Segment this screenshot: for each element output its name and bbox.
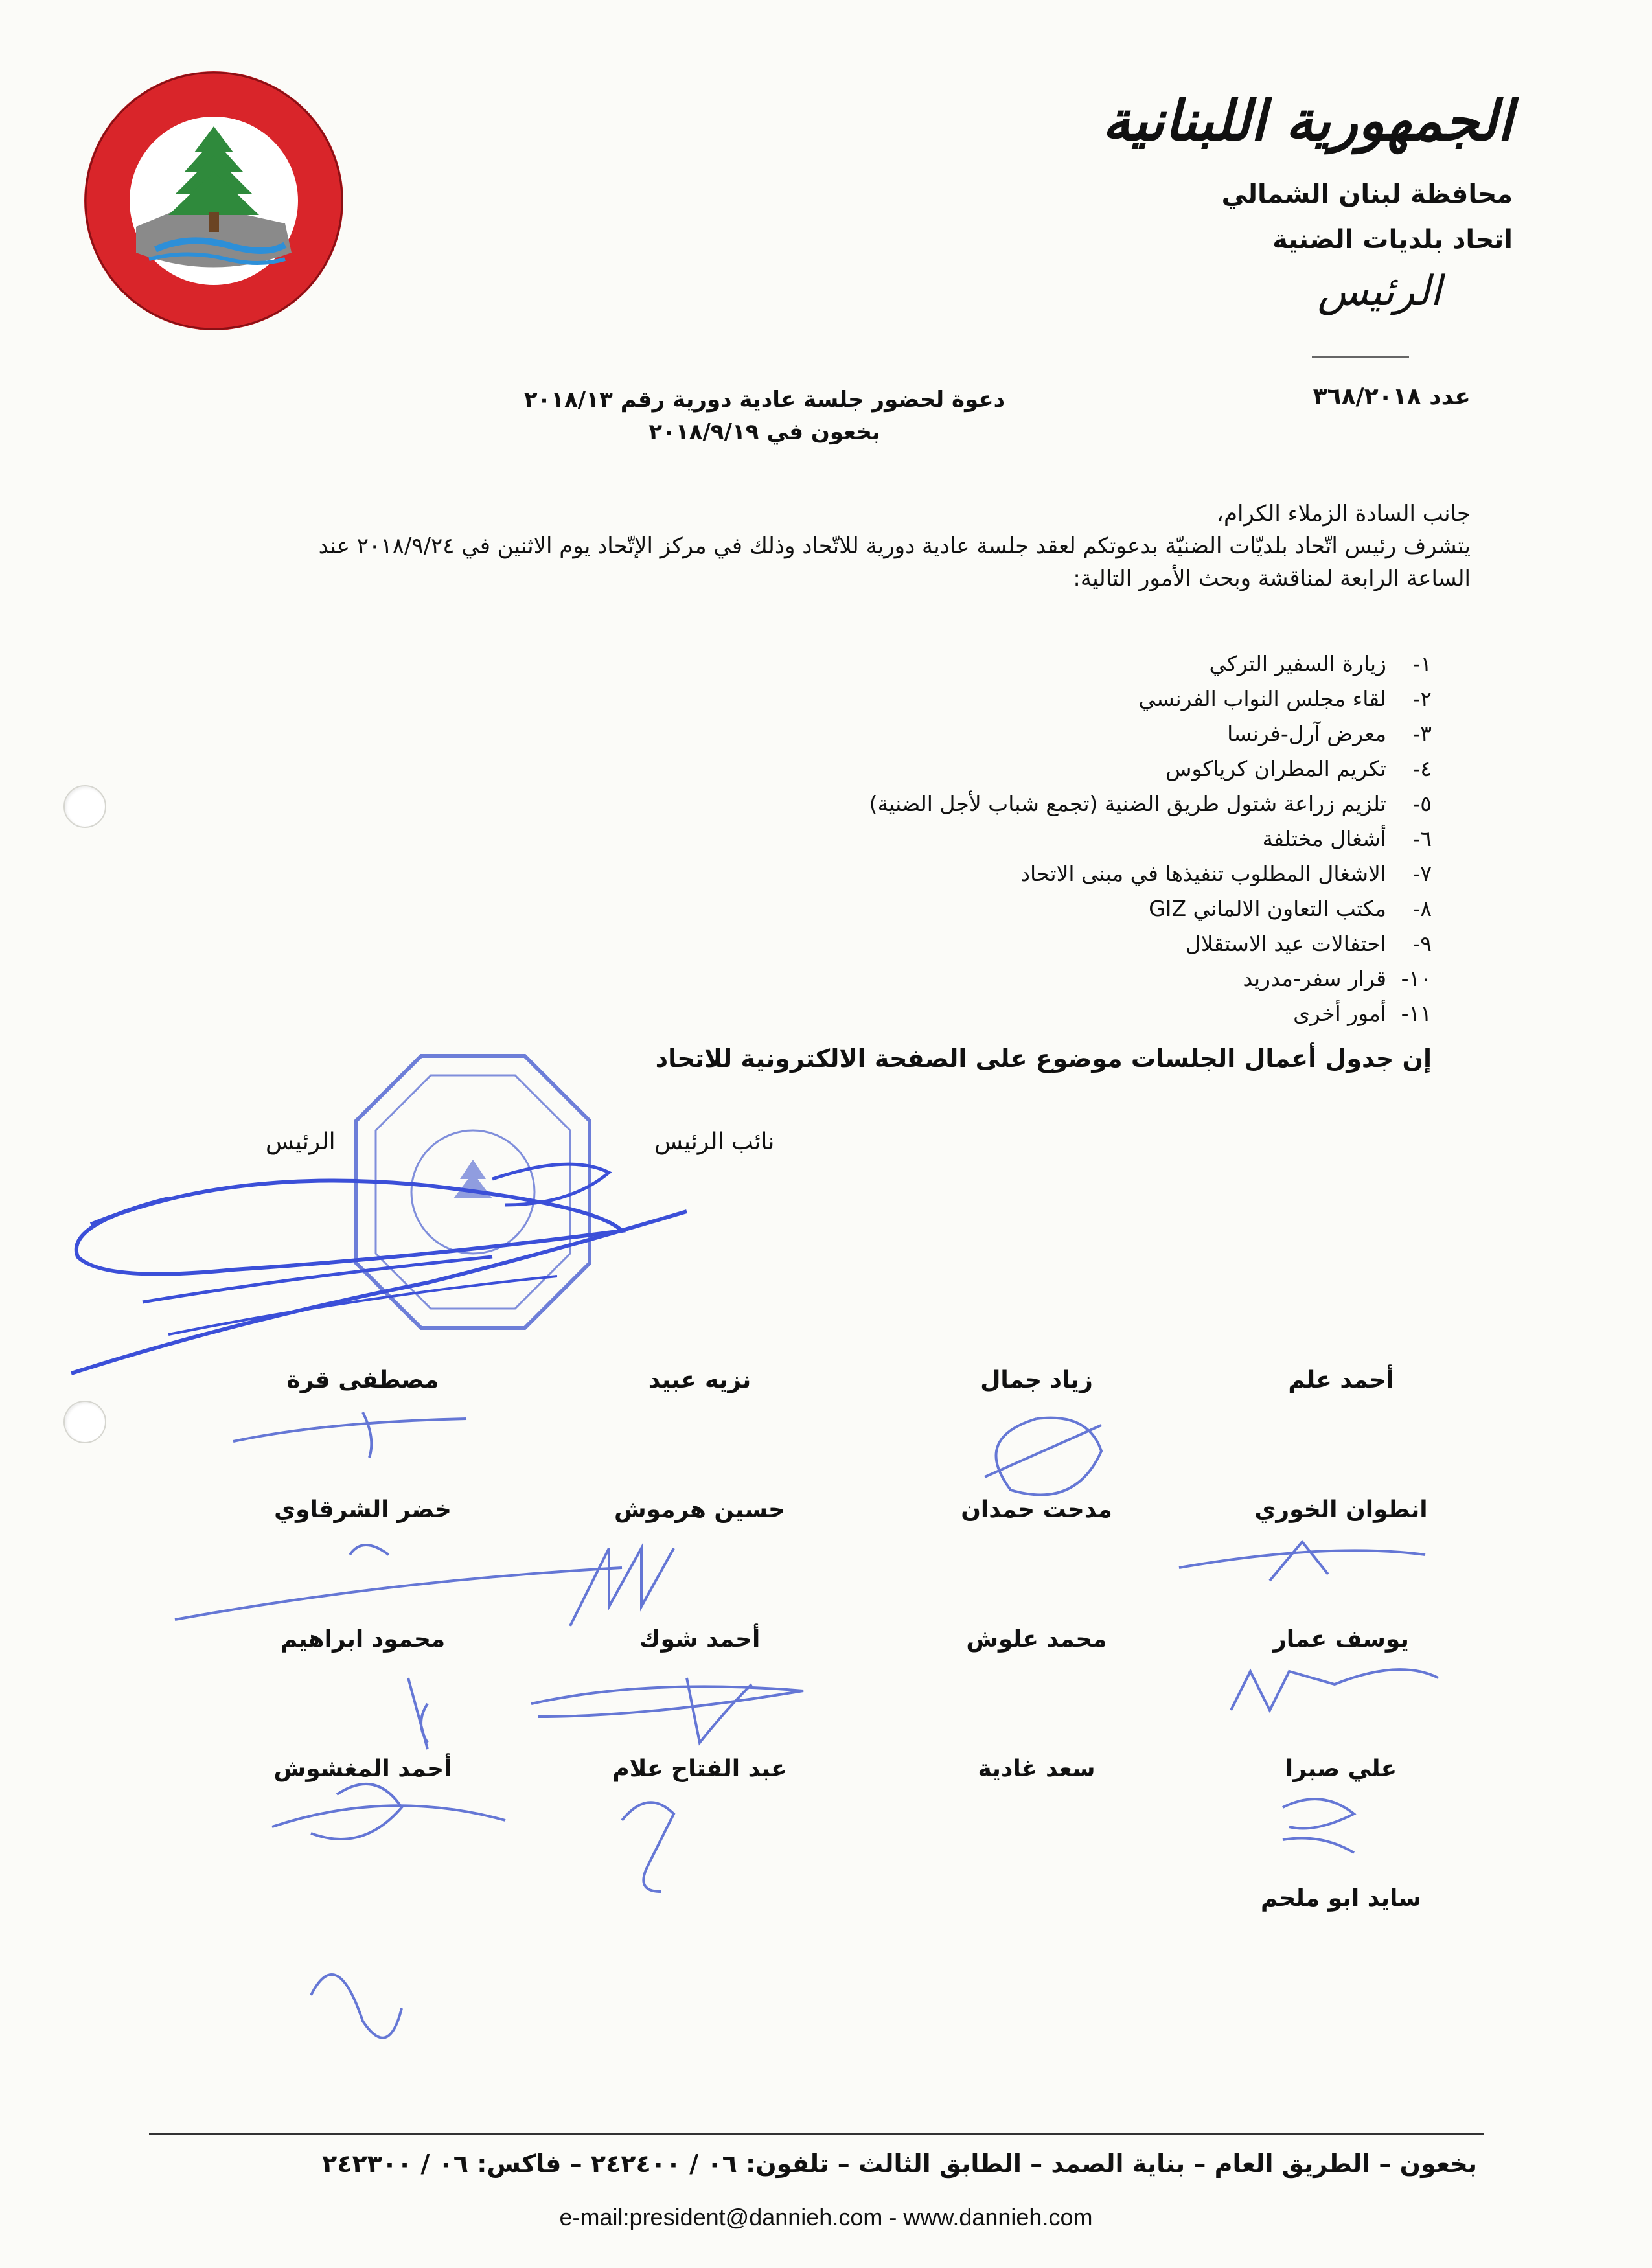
agenda-item: ٨-مكتب التعاون الالماني GIZ — [1149, 896, 1432, 921]
agenda-item: ٥-تلزيم زراعة شتول طريق الضنية (تجمع شباب لأجل الضنية) — [869, 791, 1432, 816]
member-name: زياد جمال — [980, 1367, 1093, 1393]
member-name: مدحت حمدان — [961, 1496, 1112, 1523]
member-name: يوسف عمار — [1273, 1626, 1409, 1653]
member-name: خضر الشرقاوي — [274, 1496, 452, 1523]
president-title: الرئيس — [1317, 267, 1441, 315]
vice-president-label: نائب الرئيس — [654, 1128, 775, 1155]
agenda-item: ٢-لقاء مجلس النواب الفرنسي — [1138, 686, 1432, 711]
reference-number: عدد ٣٦٨/٢٠١٨ — [1313, 384, 1471, 410]
member-name: محمد علوش — [966, 1626, 1107, 1653]
subject-line-2: بخعون في ٢٠١٨/٩/١٩ — [648, 419, 880, 445]
agenda-item: ٧-الاشغال المطلوب تنفيذها في مبنى الاتحاد — [1020, 861, 1432, 886]
governorate-name: محافظة لبنان الشمالي — [1221, 179, 1513, 209]
member-name: مصطفى قرة — [286, 1367, 439, 1393]
paragraph-line-1: يتشرف رئيس اتّحاد بلديّات الضنيّة بدعوتكم لعقد جلسة عادية دورية للاتّحاد وذلك في مركز الإتّحاد يوم الاثنين في ٢٠١٨/٩/٢٤ عند — [318, 533, 1471, 559]
paragraph-line-2: الساعة الرابعة لمناقشة وبحث الأمور التالية: — [1073, 566, 1471, 591]
subject-line-1: دعوة لحضور جلسة عادية دورية رقم ٢٠١٨/١٣ — [523, 387, 1005, 413]
union-name: اتحاد بلديات الضنية — [1272, 224, 1513, 255]
republic-title: الجمهورية اللبنانية — [1102, 88, 1513, 154]
member-name: سعد غادية — [978, 1756, 1096, 1782]
agenda-note: إن جدول أعمال الجلسات موضوع على الصفحة الالكترونية للاتحاد — [655, 1044, 1432, 1073]
agenda-item: ١-زيارة السفير التركي — [1209, 651, 1432, 676]
agenda-item: ٣-معرض آرل-فرنسا — [1227, 721, 1432, 746]
member-name: عبد الفتاح علام — [612, 1756, 787, 1782]
member-name: انطوان الخوري — [1254, 1496, 1428, 1523]
member-name: أحمد علم — [1288, 1367, 1394, 1393]
member-name: علي صبرا — [1285, 1756, 1397, 1782]
footer-address: بخعون – الطريق العام – بناية الصمد – الطابق الثالث – تلفون: ٠٦ / ٢٤٢٤٠٠ – فاكس: ٠٦ / ٢٤٢٣٠٠ — [322, 2149, 1477, 2178]
footer-contact: e-mail:president@dannieh.com - www.dannieh.com — [559, 2204, 1093, 2230]
agenda-item: ٤-تكريم المطران كرياكوس — [1165, 756, 1432, 781]
agenda-item: ٩-احتفالات عيد الاستقلال — [1185, 931, 1432, 956]
member-name: أحمد المغشوش — [273, 1756, 452, 1782]
agenda-item: ١١-أمور أخرى — [1293, 1001, 1432, 1026]
member-name: نزيه عبيد — [648, 1367, 751, 1393]
member-name: محمود ابراهيم — [280, 1626, 446, 1653]
agenda-item: ٦-أشغال مختلفة — [1262, 826, 1432, 851]
member-name: حسين هرموش — [614, 1496, 786, 1523]
president-label: الرئيس — [266, 1128, 336, 1155]
footer-rule — [149, 2133, 1484, 2135]
member-name: أحمد شوك — [639, 1626, 761, 1653]
agenda-item: ١٠-قرار سفر-مدريد — [1243, 966, 1432, 991]
greeting: جانب السادة الزملاء الكرام، — [1217, 501, 1471, 527]
member-name: سايد ابو ملحم — [1261, 1885, 1421, 1912]
